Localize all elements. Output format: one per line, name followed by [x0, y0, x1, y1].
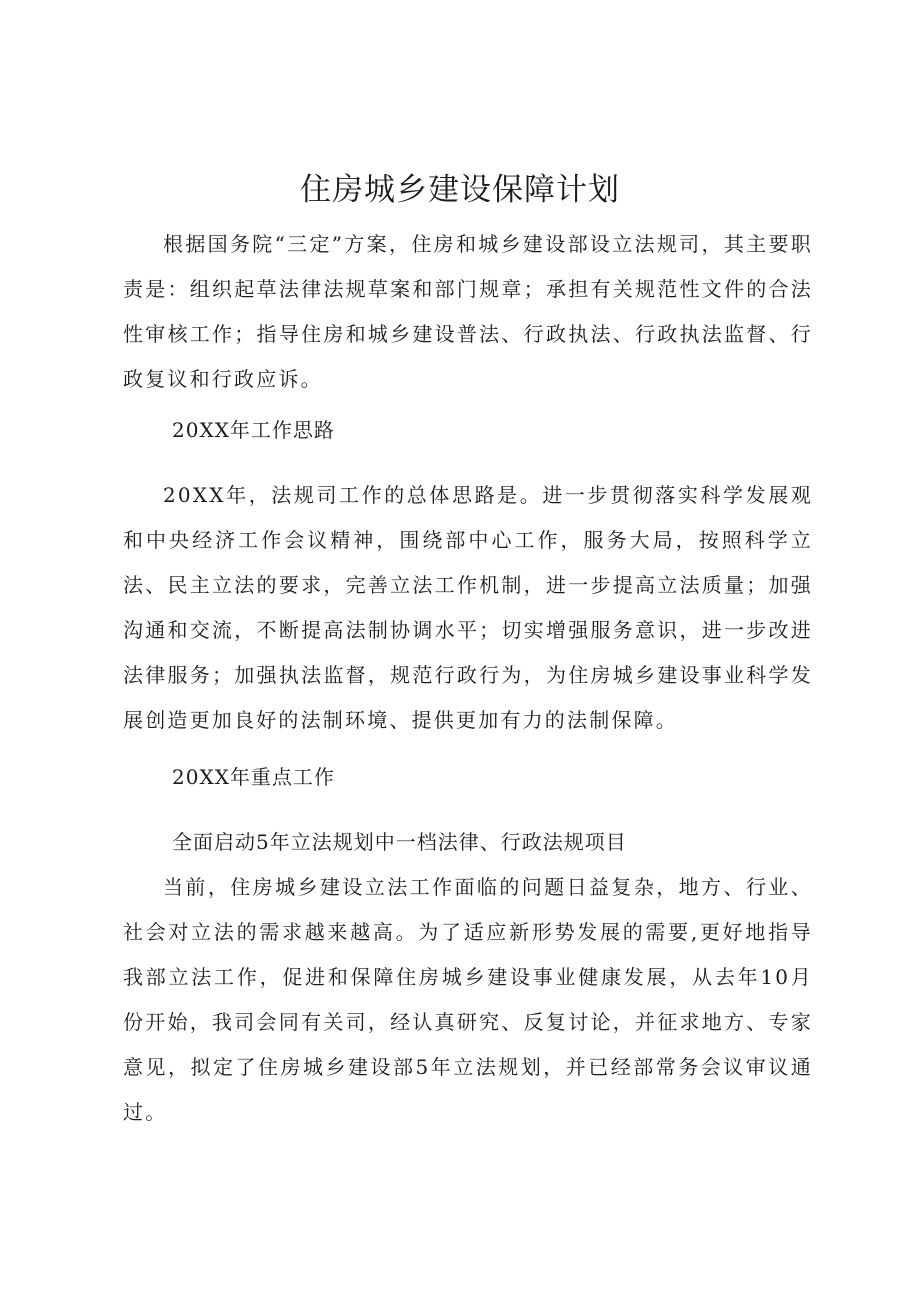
- section-heading-key-work: 20XX年重点工作: [172, 765, 335, 789]
- current-situation-paragraph: 当前，住房城乡建设立法工作面临的问题日益复杂，地方、行业、社会对立法的需求越来越高。为了适应新形势发展的需要,更好地指导我部立法工作，促进和保障住房城乡建设事业健康发展，从去年10月份开始，我司会同有关司，经认真研究、反复讨论，并征求地方、专家意见，拟定了住房城乡建设部5年立法规划，并已经部常务会议审议通过。: [123, 875, 813, 1124]
- work-thinking-paragraph: 20XX年，法规司工作的总体思路是。进一步贯彻落实科学发展观和中央经济工作会议精神，围绕部中心工作，服务大局，按照科学立法、民主立法的要求，完善立法工作机制，进一步提高立法质量；加强沟通和交流，不断提高法制协调水平；切实增强服务意识，进一步改进法律服务；加强执法监督，规范行政行为，为住房城乡建设事业科学发展创造更加良好的法制环境、提供更加有力的法制保障。: [123, 483, 813, 732]
- section-heading-work-thinking: 20XX年工作思路: [172, 418, 335, 442]
- intro-paragraph: 根据国务院“三定”方案，住房和城乡建设部设立法规司，其主要职责是：组织起草法律法规草案和部门规章；承担有关规范性文件的合法性审核工作；指导住房和城乡建设普法、行政执法、行政执法监督、行政复议和行政应诉。: [123, 232, 813, 391]
- subsection-heading-legislation-project: 全面启动5年立法规划中一档法律、行政法规项目: [172, 830, 627, 854]
- document-title: 住房城乡建设保障计划: [300, 172, 620, 208]
